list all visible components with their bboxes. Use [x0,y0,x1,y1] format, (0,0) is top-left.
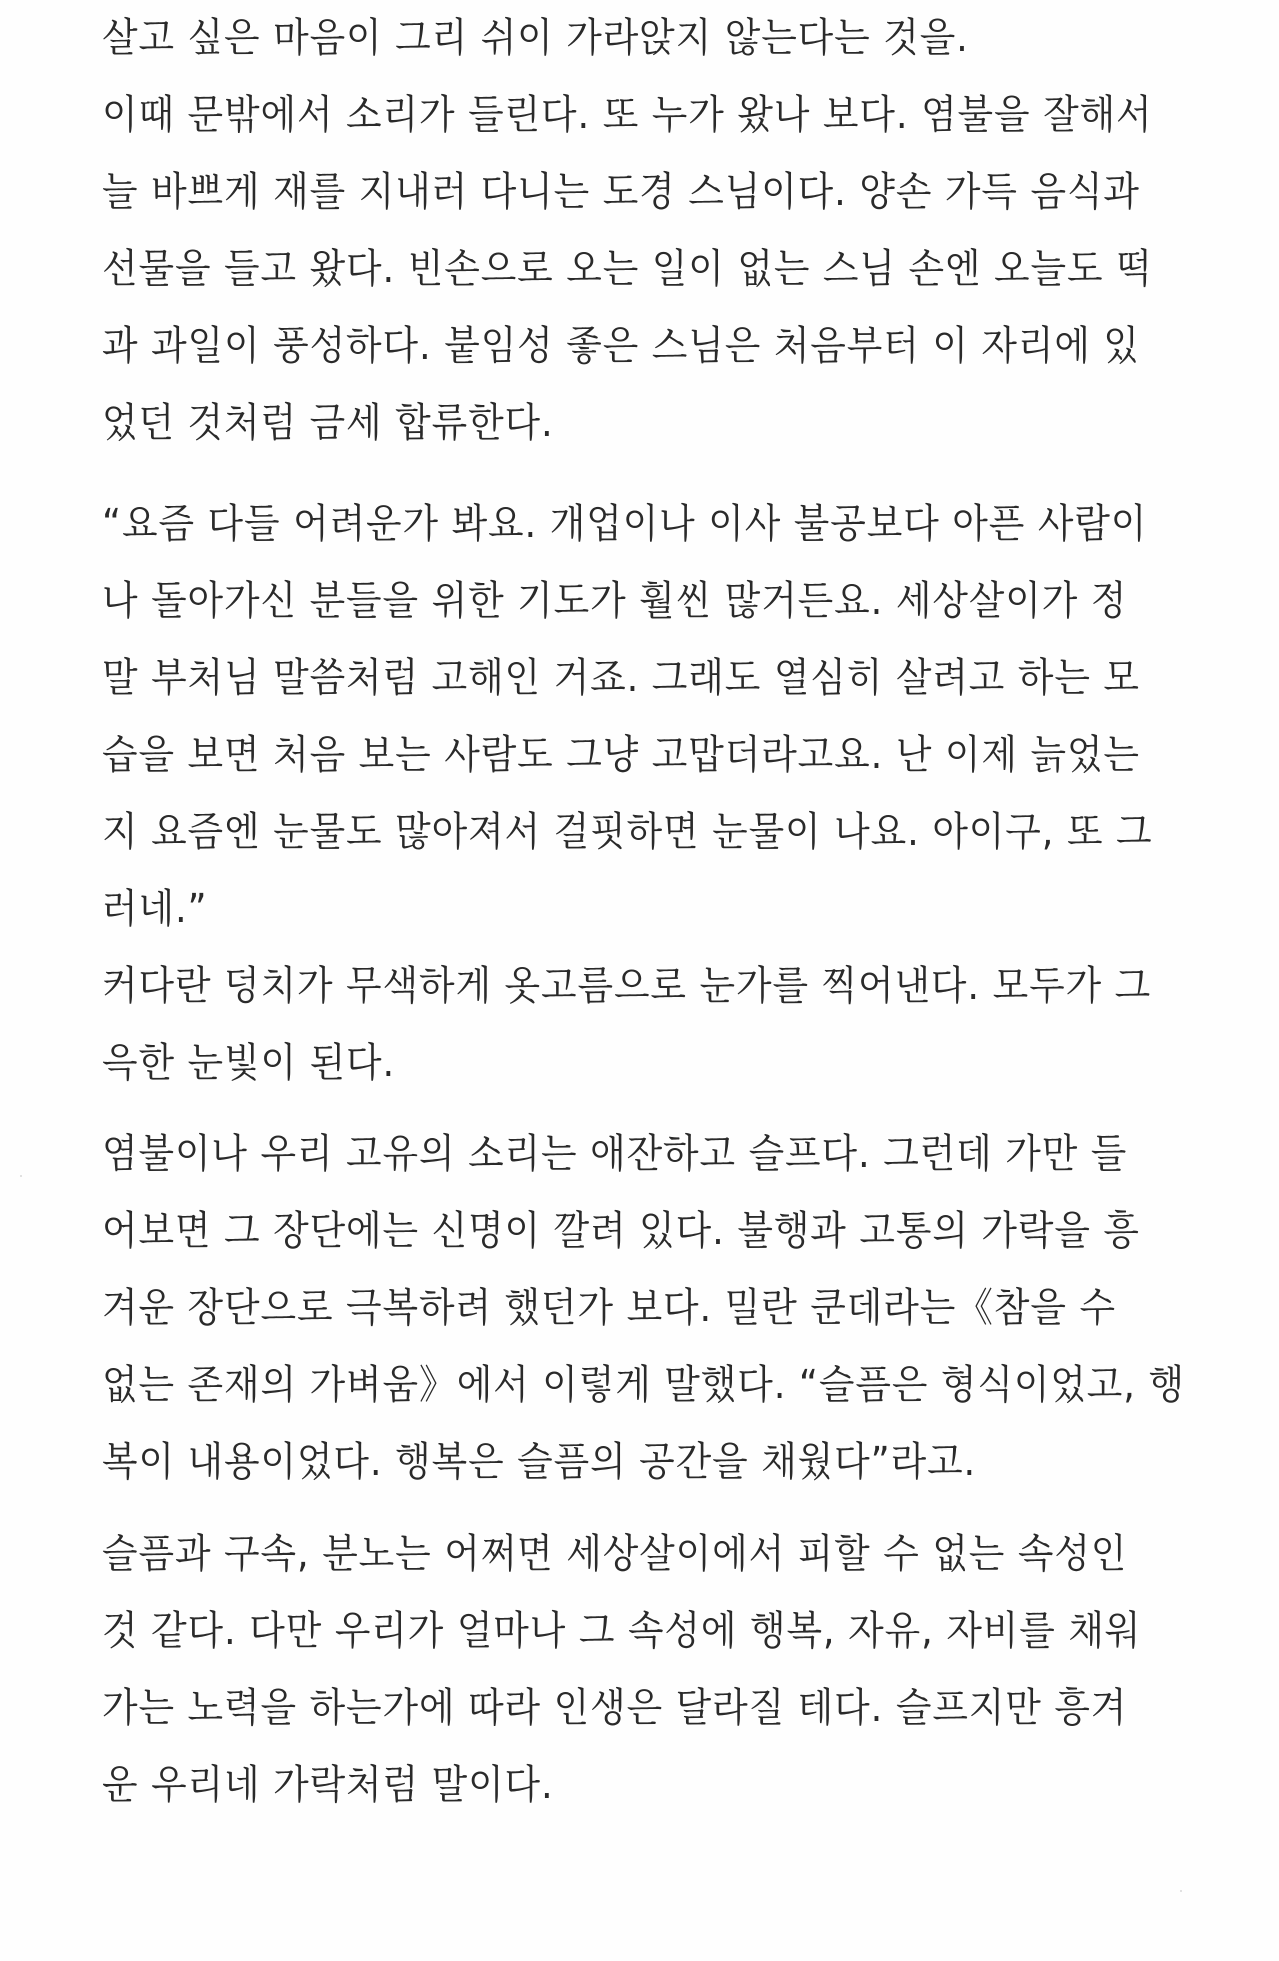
text-line: 이때 문밖에서 소리가 들린다. 또 누가 왔나 보다. 염불을 잘해서 [102,92,1153,138]
text-line: 겨운 장단으로 극복하려 했던가 보다. 밀란 쿤데라는《참을 수 [102,1285,1116,1331]
text-line: 어보면 그 장단에는 신명이 깔려 있다. 불행과 고통의 가락을 흥 [102,1208,1140,1254]
text-line: 과 과일이 풍성하다. 붙임성 좋은 스님은 처음부터 이 자리에 있 [102,323,1140,369]
text-line: 말 부처님 말씀처럼 고해인 거죠. 그래도 열심히 살려고 하는 모 [102,655,1140,701]
text-line: 습을 보면 처음 보는 사람도 그냥 고맙더라고요. 난 이제 늙었는 [102,732,1140,778]
text-line: 늘 바쁘게 재를 지내러 다니는 도경 스님이다. 양손 가득 음식과 [102,169,1140,215]
text-line: 복이 내용이었다. 행복은 슬픔의 공간을 채웠다”라고. [102,1439,977,1485]
text-line: 것 같다. 다만 우리가 얼마나 그 속성에 행복, 자유, 자비를 채워 [102,1608,1142,1654]
text-line: 선물을 들고 왔다. 빈손으로 오는 일이 없는 스님 손엔 오늘도 떡 [102,246,1153,292]
text-line: 러네.” [102,886,208,932]
scan-speck [1180,1890,1182,1892]
text-line: “요즘 다들 어려운가 봐요. 개업이나 이사 불공보다 아픈 사람이 [102,501,1148,547]
text-line: 가는 노력을 하는가에 따라 인생은 달라질 테다. 슬프지만 흥겨 [102,1685,1128,1731]
text-line: 슬픔과 구속, 분노는 어쩌면 세상살이에서 피할 수 없는 속성인 [102,1531,1128,1577]
text-line: 었던 것처럼 금세 합류한다. [102,400,554,446]
text-line: 염불이나 우리 고유의 소리는 애잔하고 슬프다. 그런데 가만 들 [102,1131,1128,1177]
text-line: 운 우리네 가락처럼 말이다. [102,1762,554,1808]
scan-speck [20,1175,22,1177]
text-line: 살고 싶은 마음이 그리 쉬이 가라앉지 않는다는 것을. [102,15,969,61]
text-line: 지 요즘엔 눈물도 많아져서 걸핏하면 눈물이 나요. 아이구, 또 그 [102,809,1153,855]
text-line: 윽한 눈빛이 된다. [102,1040,396,1086]
text-line: 나 돌아가신 분들을 위한 기도가 훨씬 많거든요. 세상살이가 정 [102,578,1128,624]
text-line: 없는 존재의 가벼움》에서 이렇게 말했다. “슬픔은 형식이었고, 행 [102,1362,1185,1408]
text-line: 커다란 덩치가 무색하게 옷고름으로 눈가를 찍어낸다. 모두가 그 [102,963,1152,1009]
